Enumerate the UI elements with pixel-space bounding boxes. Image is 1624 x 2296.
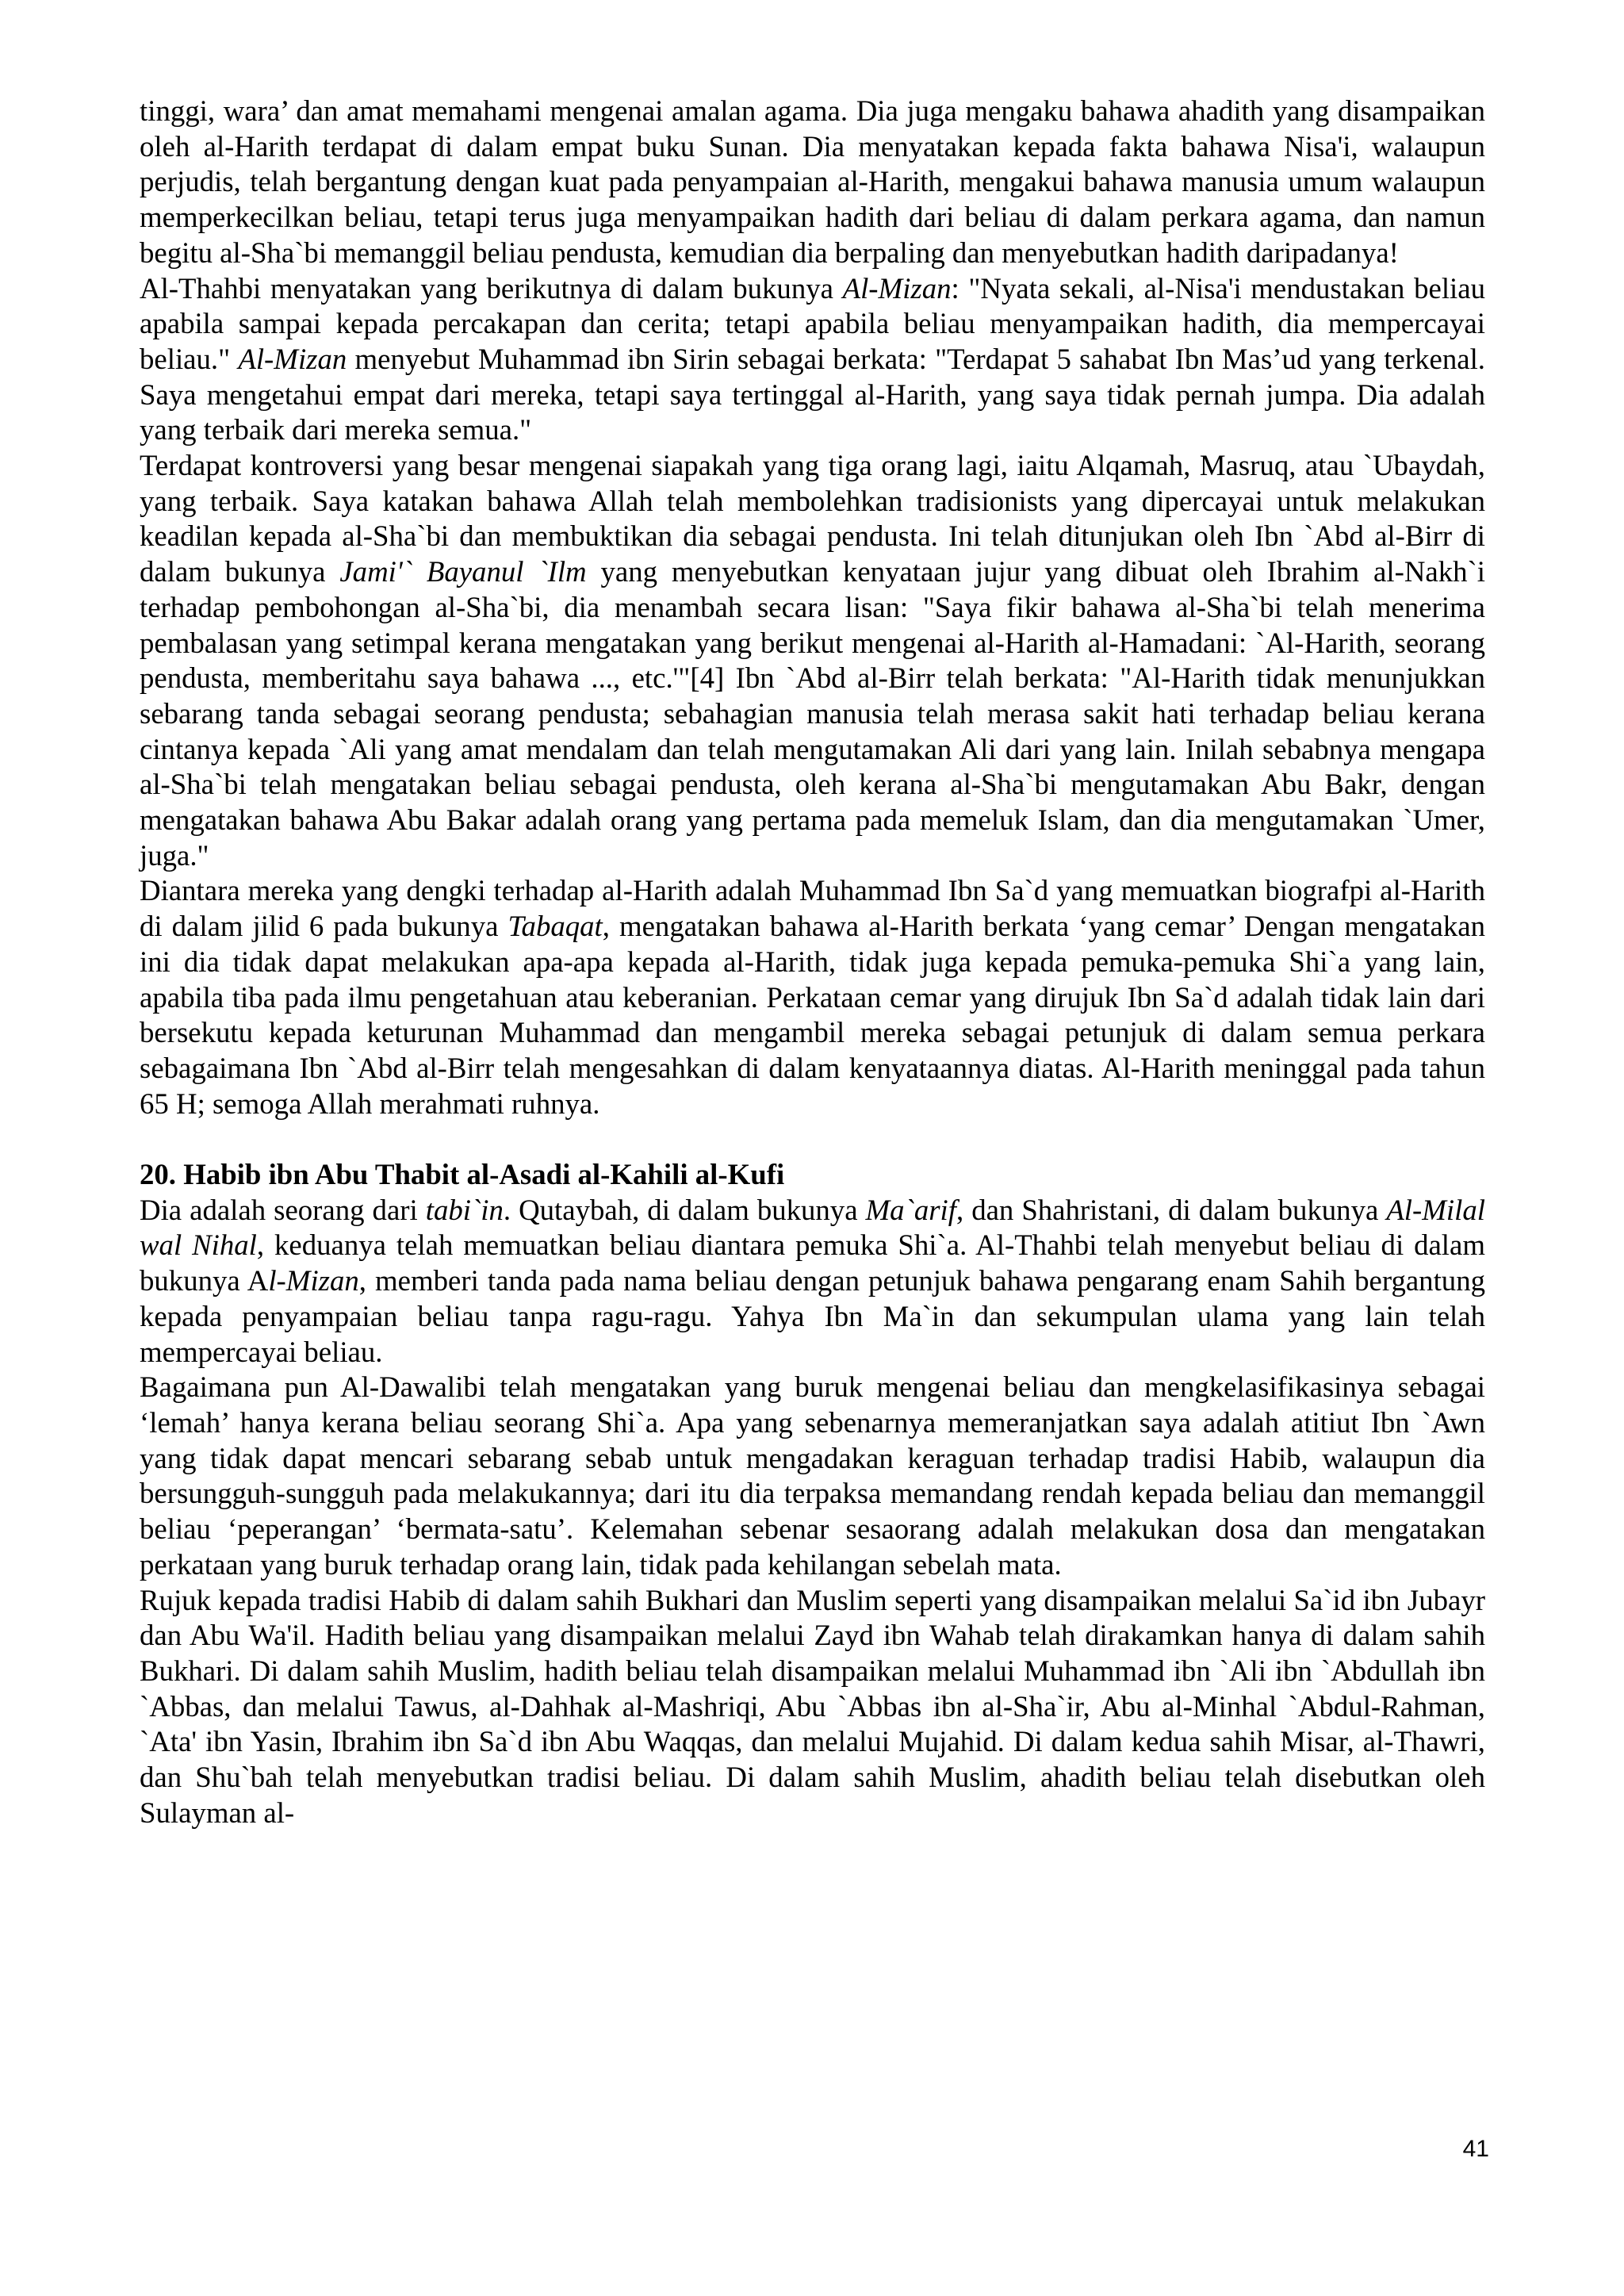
italic-title-run: Al-Mizan: [238, 342, 347, 375]
body-after-heading: [140, 1193, 1485, 1831]
page-number: 41: [1462, 2136, 1489, 2162]
text-run: menyebut Muhammad ibn Sirin sebagai berkata: "Terdapat 5 sahabat Ibn Mas’ud yang terkenal. Saya mengetahui empat dari mereka, tetapi saya tertinggal al-Harith, yang saya tidak pernah jumpa. Dia adalah yang terbaik dari mereka semua.": [140, 342, 1485, 447]
paragraph: [140, 873, 1485, 1121]
text-run: , dan Shahristani, di dalam bukunya: [956, 1193, 1387, 1226]
text-run: , memberi tanda pada nama beliau dengan petunjuk bahawa pengarang enam Sahih bergantung kepada penyampaian beliau tanpa ragu-ragu. Yahya Ibn Ma`in dan sekumpulan ulama yang lain telah mempercayai beliau.: [140, 1264, 1485, 1368]
text-run: Al-Thahbi menyatakan yang berikutnya di dalam bukunya: [140, 271, 843, 305]
text-run: Terdapat kontroversi yang besar mengenai siapakah yang tiga orang lagi, iaitu Alqamah, Masruq, atau `Ubaydah, yang terbaik. Saya katakan bahawa Allah telah membolehkan tradisionists yang dipercayai untuk melakukan keadilan kepada al-Sha`bi dan membuktikan dia sebagai pendusta. Ini telah ditunjukan oleh Ibn `Abd al-Birr di dalam bukunya: [140, 449, 1485, 588]
text-run: Rujuk kepada tradisi Habib di dalam sahih Bukhari dan Muslim seperti yang disampaikan melalui Sa`id ibn Jubayr dan Abu Wa'il. Hadith beliau yang disampaikan melalui Zayd ibn Wahab telah dirakamkan hanya di dalam sahih Bukhari. Di dalam sahih Muslim, hadith beliau telah disampaikan melalui Muhammad ibn `Ali ibn `Abdullah ibn `Abbas, dan melalui Tawus, al-Dahhak al-Mashriqi, Abu `Abbas ibn al-Sha`ir, Abu al-Minhal `Abdul-Rahman, `Ata' ibn Yasin, Ibrahim ibn Sa`d ibn Abu Waqqas, dan melalui Mujahid. Di dalam kedua sahih Misar, al-Thawri, dan Shu`bah telah menyebutkan tradisi beliau. Di dalam sahih Muslim, ahadith beliau telah disebutkan oleh Sulayman al-: [140, 1583, 1485, 1829]
text-run: Dia adalah seorang dari: [140, 1193, 426, 1226]
text-run: tinggi, wara’ dan amat memahami mengenai amalan agama. Dia juga mengaku bahawa ahadith yang disampaikan oleh al-Harith terdapat di dalam empat buku Sunan. Dia menyatakan kepada fakta bahawa Nisa'i, walaupun perjudis, telah bergantung dengan kuat pada penyampaian al-Harith, mengakui bahawa manusia umum walaupun memperkecilkan beliau, tetapi terus juga menyampaikan hadith dari beliau di dalam perkara agama, dan namun begitu al-Sha`bi memanggil beliau pendusta, kemudian dia berpaling dan menyebutkan hadith daripadanya!: [140, 94, 1485, 269]
paragraph: [140, 448, 1485, 873]
italic-title-run: l-Mizan: [268, 1264, 359, 1297]
text-run: yang menyebutkan kenyataan jujur yang dibuat oleh Ibrahim al-Nakh`i terhadap pembohongan al-Sha`bi, dia menambah secara lisan: "Saya fikir bahawa al-Sha`bi telah menerima pembalasan yang setimpal kerana mengatakan yang berikut mengenai al-Harith al-Hamadani: `Al-Harith, seorang pendusta, memberitahu saya bahawa ..., etc.'"[4] Ibn `Abd al-Birr telah berkata: "Al-Harith tidak menunjukkan sebarang tanda sebagai seorang pendusta; sebahagian manusia telah merasa sakit hati terhadap beliau kerana cintanya kepada `Ali yang amat mendalam dan telah mengutamakan Ali dari yang lain. Inilah sebabnya mengapa al-Sha`bi telah mengatakan beliau sebagai pendusta, oleh kerana al-Sha`bi mengutamakan Abu Bakr, dengan mengatakan bahawa Abu Bakar adalah orang yang pertama pada memeluk Islam, dan dia mengutamakan `Umer, juga.": [140, 555, 1485, 872]
text-run: . Qutaybah, di dalam bukunya: [503, 1193, 866, 1226]
paragraph: [140, 271, 1485, 449]
italic-title-run: Al-Mizan: [842, 271, 952, 305]
text-run: , mengatakan bahawa al-Harith berkata ‘yang cemar’ Dengan mengatakan ini dia tidak dapat melakukan apa-apa kepada al-Harith, tidak juga kepada pemuka-pemuka Shi`a yang lain, apabila tiba pada ilmu pengetahuan atau keberanian. Perkataan cemar yang dirujuk Ibn Sa`d adalah tidak lain dari bersekutu kepada keturunan Muhammad dan mengambil mereka sebagai petunjuk di dalam semua perkara sebagaimana Ibn `Abd al-Birr telah mengesahkan di dalam kenyataannya diatas. Al-Harith meninggal pada tahun 65 H; semoga Allah merahmati ruhnya.: [140, 910, 1485, 1120]
document-page: [140, 94, 1485, 1830]
italic-title-run: tabi`in: [425, 1193, 504, 1226]
text-run: Bagaimana pun Al-Dawalibi telah mengatakan yang buruk mengenai beliau dan mengkelasifikasinya sebagai ‘lemah’ hanya kerana beliau seorang Shi`a. Apa yang sebenarnya memeranjatkan saya adalah atitiut Ibn `Awn yang tidak dapat mencari sebarang sebab untuk mengadakan keraguan terhadap tradisi Habib, walaupun dia bersungguh-sungguh pada melakukannya; dari itu dia terpaksa memandang rendah kepada beliau dan memanggil beliau ‘peperangan’ ‘bermata-satu’. Kelemahan sebenar sesaorang adalah melakukan dosa dan mengatakan perkataan yang buruk terhadap orang lain, tidak pada kehilangan sebelah mata.: [140, 1370, 1485, 1581]
italic-title-run: Al-Milal wal Nihal: [140, 1193, 1485, 1262]
paragraph: [140, 94, 1485, 271]
body-before-heading: [140, 94, 1485, 1121]
italic-title-run: Tabaqat: [508, 910, 603, 943]
text-run: , keduanya telah memuatkan beliau diantara pemuka Shi`a. Al-Thahbi telah menyebut beliau di dalam bukunya A: [140, 1228, 1485, 1297]
text-run: Diantara mereka yang dengki terhadap al-Harith adalah Muhammad Ibn Sa`d yang memuatkan biografpi al-Harith di dalam jilid 6 pada bukunya: [140, 874, 1485, 943]
paragraph: [140, 1370, 1485, 1582]
paragraph: [140, 1193, 1485, 1370]
section-heading: 20. Habib ibn Abu Thabit al-Asadi al-Kahili al-Kufi: [140, 1158, 785, 1191]
italic-title-run: Ma`arif: [865, 1193, 957, 1226]
italic-title-run: Jami'` Bayanul `Ilm: [339, 555, 587, 588]
paragraph: [140, 1583, 1485, 1831]
text-run: : "Nyata sekali, al-Nisa'i mendustakan beliau apabila sampai kepada percakapan dan cerita; tetapi apabila beliau menyampaikan hadith, dia mempercayai beliau.": [140, 271, 1485, 375]
